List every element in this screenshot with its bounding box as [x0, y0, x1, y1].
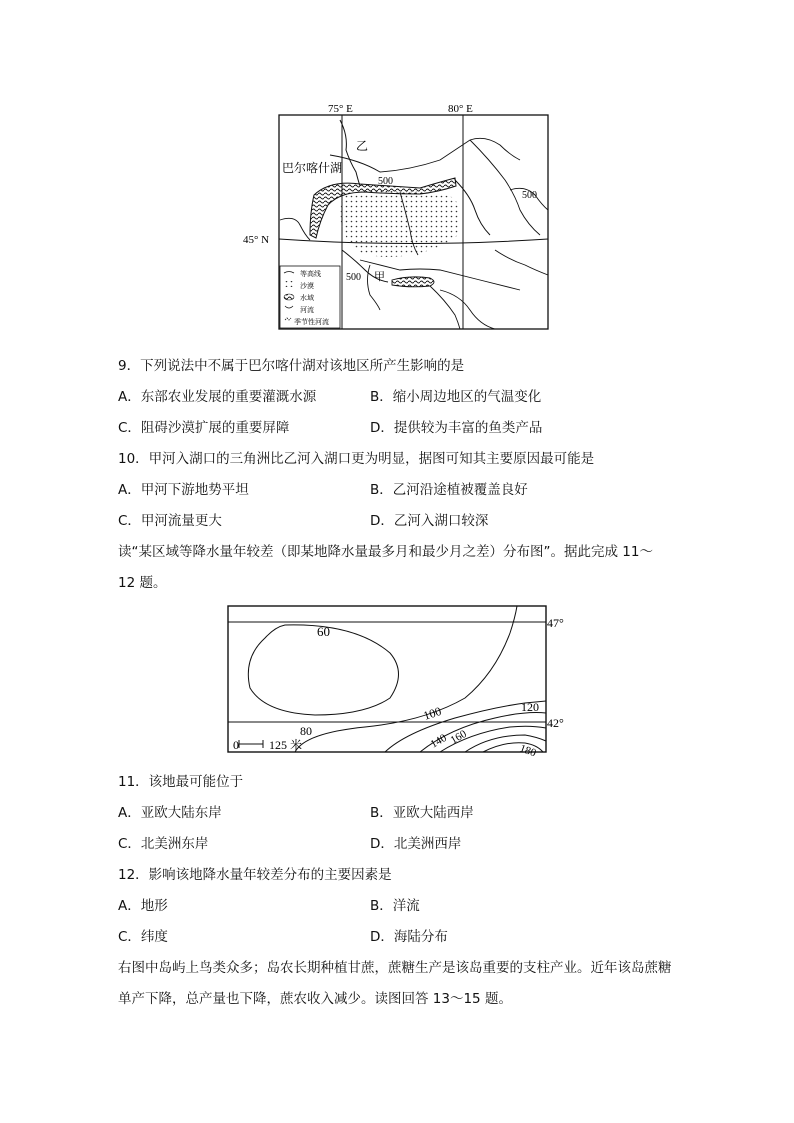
intro-11-12-line2: 12 题。 — [118, 575, 167, 591]
q12-option-c: C．纬度 — [118, 929, 168, 945]
label-lat-42: 42° — [547, 716, 564, 730]
scale-zero: 0 — [233, 738, 239, 752]
q11-stem: 11．该地最可能位于 — [118, 774, 244, 790]
river-east — [455, 180, 490, 235]
q10-option-a: A．甲河下游地势平坦 — [118, 482, 249, 498]
contour-east2 — [495, 250, 548, 275]
intro-11-12-line1: 读“某区域等降水量年较差（即某地降水量最多月和最少月之差）分布图”。据此完成 11～ — [118, 544, 653, 560]
river-jia-label: 甲 — [374, 270, 385, 283]
label-60: 60 — [317, 624, 330, 639]
q10-option-c: C．甲河流量更大 — [118, 513, 222, 529]
contour-500-b: 500 — [522, 190, 537, 201]
contour-se — [440, 290, 495, 329]
q10-stem: 10．甲河入湖口的三角洲比乙河入湖口更为明显，据图可知其主要原因最可能是 — [118, 451, 595, 467]
label-180: 180 — [517, 742, 538, 760]
scale-length: 125 米 — [269, 738, 303, 752]
label-140: 140 — [428, 731, 449, 751]
map-legend — [280, 266, 340, 328]
q9-option-a: A．东部农业发展的重要灌溉水源 — [118, 389, 317, 405]
q12-option-b: B．洋流 — [370, 898, 420, 914]
q10-option-d: D．乙河入湖口较深 — [370, 513, 489, 529]
river-yi-label: 乙 — [356, 139, 369, 153]
lat-45-label: 45° N — [243, 234, 270, 246]
precip-range-map — [225, 603, 573, 760]
q11-option-a: A．亚欧大陆东岸 — [118, 805, 222, 821]
contour-east — [470, 140, 540, 235]
legend-contour: 等高线 — [300, 270, 321, 278]
q11-option-c: C．北美洲东岸 — [118, 836, 209, 852]
q9-stem: 9．下列说法中不属于巴尔喀什湖对该地区所产生影响的是 — [118, 358, 465, 374]
lon-75-label: 75° E — [328, 103, 353, 115]
q12-option-a: A．地形 — [118, 898, 168, 914]
label-120: 120 — [521, 700, 539, 714]
label-100: 100 — [421, 703, 444, 723]
legend-desert: 沙漠 — [300, 282, 314, 290]
legend-river: 河流 — [300, 306, 314, 314]
desert-area — [340, 191, 459, 257]
map2-frame — [228, 606, 546, 752]
river-yi — [340, 120, 360, 186]
lake-south — [392, 277, 434, 287]
legend-seasonal: 季节性河流 — [294, 318, 329, 326]
contour-500-a: 500 — [378, 176, 393, 187]
lake-label: 巴尔喀什湖 — [282, 161, 343, 175]
q11-option-d: D．北美洲西岸 — [370, 836, 462, 852]
q9-option-c: C．阻碍沙漠扩展的重要屏障 — [118, 420, 290, 436]
river-se — [430, 286, 460, 329]
lon-80-label: 80° E — [448, 103, 473, 115]
q9-option-d: D．提供较为丰富的鱼类产品 — [370, 420, 543, 436]
contour-500-c: 500 — [346, 272, 361, 283]
q10-option-b: B．乙河沿途植被覆盖良好 — [370, 482, 528, 498]
intro-13-15-line2: 单产下降，总产量也下降，蔗农收入减少。读图回答 13～15 题。 — [118, 991, 512, 1007]
label-80: 80 — [300, 724, 312, 738]
q12-stem: 12．影响该地降水量年较差分布的主要因素是 — [118, 867, 392, 883]
q12-option-d: D．海陆分布 — [370, 929, 448, 945]
balkhash-map — [243, 100, 560, 335]
q11-option-b: B．亚欧大陆西岸 — [370, 805, 474, 821]
q9-option-b: B．缩小周边地区的气温变化 — [370, 389, 542, 405]
label-lat-47: 47° — [547, 616, 564, 630]
intro-13-15-line1: 右图中岛屿上鸟类众多；岛农长期种植甘蔗，蔗糖生产是该岛重要的支柱产业。近年该岛蔗糖 — [118, 960, 672, 976]
label-160: 160 — [448, 727, 469, 747]
contour-west — [280, 218, 310, 240]
legend-lake: 水域 — [300, 294, 314, 302]
